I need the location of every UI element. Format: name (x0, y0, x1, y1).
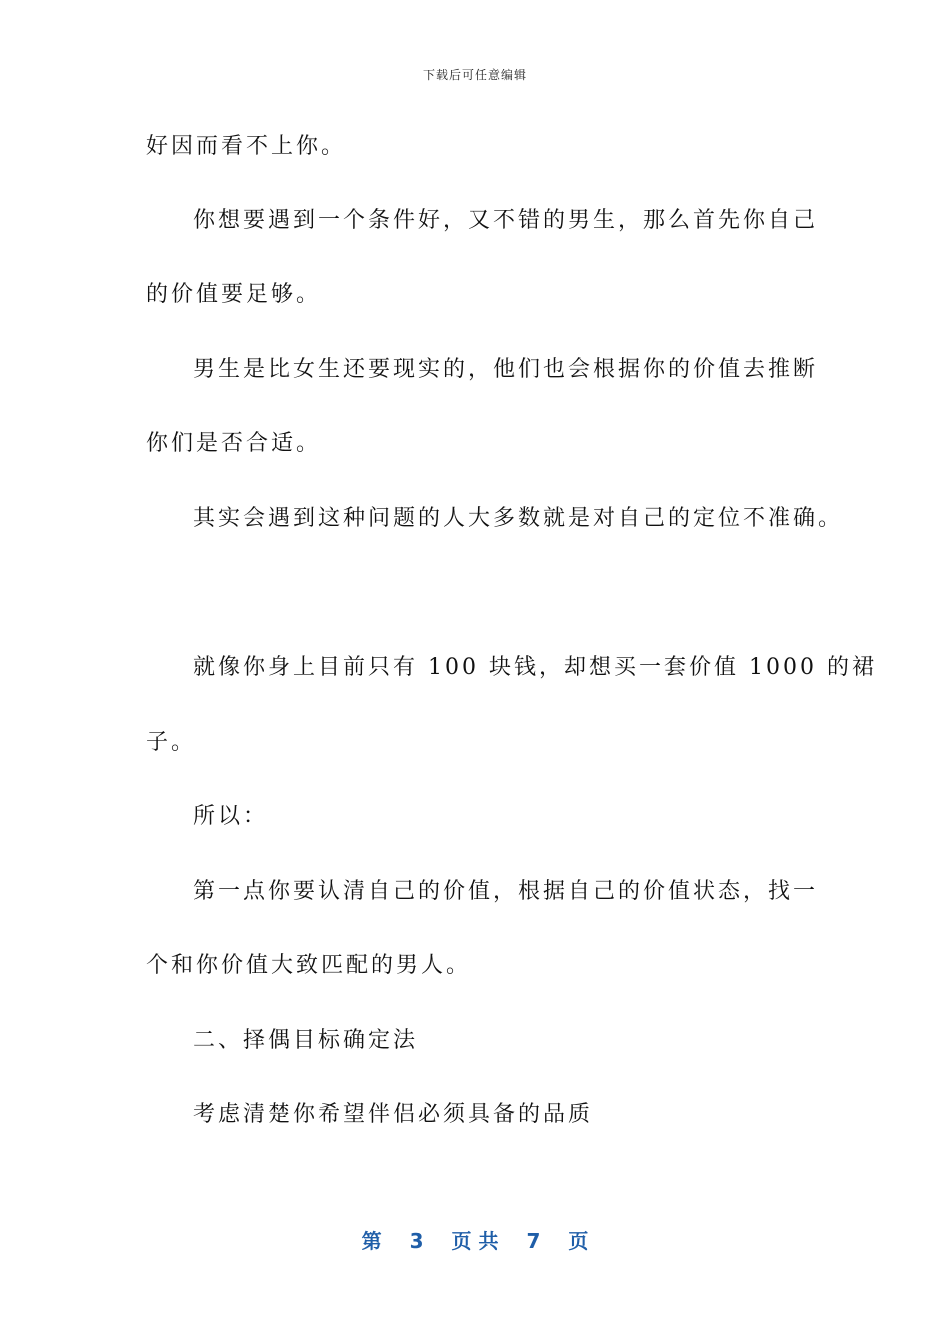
body-line: 你们是否合适。 (146, 431, 322, 456)
body-line: 个和你价值大致匹配的男人。 (146, 953, 472, 978)
body-line: 男生是比女生还要现实的，他们也会根据你的价值去推断 (193, 357, 819, 382)
current-page-number: 3 (409, 1229, 424, 1253)
body-line: 其实会遇到这种问题的人大多数就是对自己的定位不准确。 (193, 506, 844, 531)
footer-suffix: 页 (568, 1229, 589, 1253)
footer-prefix: 第 (361, 1229, 382, 1253)
page-footer (0, 1225, 950, 1254)
body-line: 第一点你要认清自己的价值，根据自己的价值状态，找一 (193, 879, 819, 904)
footer-middle: 页 共 (451, 1229, 499, 1253)
body-line: 子。 (146, 730, 197, 755)
section-heading: 二、择偶目标确定法 (193, 1028, 419, 1053)
body-line: 好因而看不上你。 (146, 134, 347, 159)
body-line: 考虑清楚你希望伴侣必须具备的品质 (193, 1102, 594, 1127)
body-line: 所以： (193, 804, 269, 829)
body-line: 就像你身上目前只有 100 块钱，却想买一套价值 1000 的裙 (193, 655, 877, 680)
body-line: 的价值要足够。 (146, 282, 322, 307)
total-page-count: 7 (526, 1229, 541, 1253)
page-header: 下载后可任意编辑 (422, 68, 527, 82)
body-line: 你想要遇到一个条件好，又不错的男生，那么首先你自己 (193, 208, 819, 233)
